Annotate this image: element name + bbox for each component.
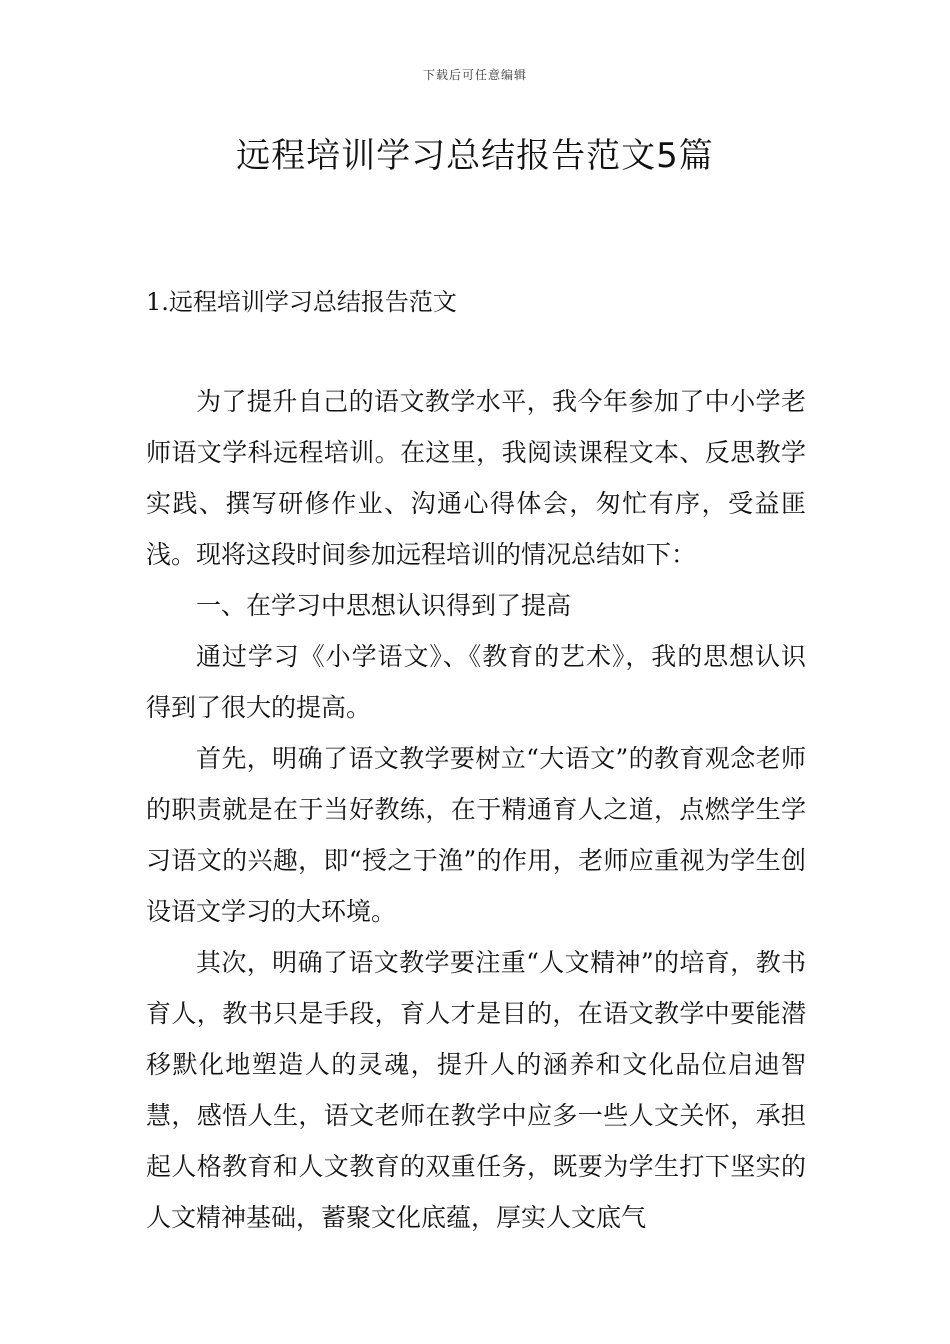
paragraph-intro: 为了提升自己的语文教学水平，我今年参加了中小学老师语文学科远程培训。在这里，我阅读课程文本、反思教学实践、撰写研修作业、沟通心得体会，匆忙有序，受益匪浅。现将这段时间参加远程培训的情况总结如下： <box>146 387 806 569</box>
body-text <box>146 376 806 1243</box>
paragraph-second: 其次，明确了语文教学要注重“人文精神”的培育，教书育人，教书只是手段，育人才是目的，在语文教学中要能潜移默化地塑造人的灵魂，提升人的涵养和文化品位启迪智慧，感悟人生，语文老师在教学中应多一些人文关怀，承担起人格教育和人文教育的双重任务，既要为学生打下坚实的人文精神基础，蓄聚文化底蕴，厚实人文底气 <box>146 948 806 1232</box>
section-heading: 1.远程培训学习总结报告范文 <box>146 288 457 316</box>
paragraph-study: 通过学习《小学语文》、《教育的艺术》，我的思想认识得到了很大的提高。 <box>146 642 806 722</box>
paragraph-subheading: 一、在学习中思想认识得到了提高 <box>196 591 572 620</box>
document-title: 远程培训学习总结报告范文5篇 <box>236 136 714 176</box>
header-note: 下载后可任意编辑 <box>422 68 527 82</box>
paragraph-first: 首先，明确了语文教学要树立“大语文”的教育观念老师的职责就是在于当好教练，在于精通育人之道，点燃学生学习语文的兴趣，即“授之于渔”的作用，老师应重视为学生创设语文学习的大环境。 <box>146 744 806 926</box>
